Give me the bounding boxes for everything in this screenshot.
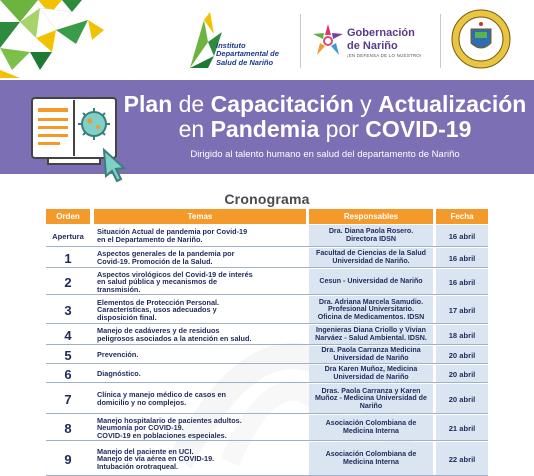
cell-fecha: 16 abril	[436, 269, 488, 295]
cell-orden: 4	[64, 327, 72, 343]
table-row	[46, 415, 488, 441]
title-word: por	[319, 116, 366, 142]
cell-responsables	[309, 325, 433, 345]
temas-line: Manejo de cadáveres y de residuos	[97, 326, 220, 336]
cell-orden: 8	[64, 420, 72, 436]
idsn-logo	[184, 12, 289, 70]
cell-orden: 1	[64, 250, 72, 266]
cell-temas	[94, 225, 306, 247]
cell-fecha: 20 abril	[436, 384, 488, 414]
responsables-line: Dra. Diana Paola Rosero.	[328, 227, 414, 236]
row-divider	[46, 246, 488, 247]
cell-fecha: 21 abril	[436, 415, 488, 441]
responsables-line: Nariño	[359, 401, 383, 410]
cell-temas	[94, 346, 306, 364]
responsables-line: Asociación Colombiana de	[325, 419, 417, 428]
temas-line: peligrosos asociados a la atención en salud.	[97, 334, 252, 343]
table-row	[46, 384, 488, 414]
cell-orden: 9	[64, 451, 72, 467]
temas-line: COVID-19 en poblaciones especiales.	[97, 430, 227, 440]
cell-orden: 6	[64, 366, 72, 382]
temas-line: domicilio y no complejos.	[97, 398, 187, 407]
temas-line: Aspectos virológicos del Covid-19 de interés	[97, 269, 253, 279]
cell-temas	[94, 325, 306, 345]
gobernacion-line2: de Nariño	[347, 40, 398, 52]
temas-line: disposición final.	[97, 312, 157, 322]
idsn-logo-text: Instituto Departamental de Salud de Nariño	[216, 41, 279, 67]
table-row	[46, 269, 488, 295]
title-word: Plan	[123, 91, 173, 117]
section-title: Cronograma	[224, 191, 310, 207]
responsables-line: Medicina Interna	[343, 427, 399, 435]
cell-responsables	[309, 225, 433, 247]
row-divider	[46, 413, 488, 414]
responsables-line: Directora IDSN	[345, 235, 397, 243]
temas-line: Manejo del paciente en UCI.	[97, 446, 194, 456]
responsables-line: Dra. Adriana Marcela Samudio.	[318, 297, 424, 306]
cell-fecha: 20 abril	[436, 365, 488, 383]
temas-line: Intubación orotraqueal.	[97, 461, 179, 471]
row-divider	[46, 440, 488, 441]
gobernacion-line1: Gobernación	[347, 27, 415, 39]
temas-line: Clínica y manejo médico de casos en	[97, 390, 226, 400]
table-header	[46, 209, 488, 224]
table-row	[46, 225, 488, 247]
temas-line: Elementos de Protección Personal.	[97, 297, 220, 307]
gobernacion-star-icon	[311, 22, 345, 60]
temas-line: Características, usos adecuados y	[97, 305, 217, 315]
row-divider	[46, 267, 488, 268]
title-word: COVID-19	[365, 116, 472, 142]
header-orden: Orden	[46, 209, 90, 224]
cell-responsables	[309, 269, 433, 295]
seal-icon	[451, 9, 511, 69]
cell-responsables	[309, 415, 433, 441]
table-row	[46, 346, 488, 364]
temas-line: Diagnóstico.	[97, 369, 141, 379]
cell-temas	[94, 248, 306, 268]
table-row	[46, 296, 488, 324]
header-fecha: Fecha	[436, 209, 488, 224]
temas-line: Aspectos generales de la pandemia por	[97, 249, 235, 259]
header-separator	[440, 14, 441, 68]
cell-responsables	[309, 365, 433, 383]
cell-orden: Apertura	[52, 231, 84, 241]
responsables-line: Universidad de Nariño.	[332, 257, 410, 265]
row-divider	[46, 323, 488, 324]
responsables-line: Asociación Colombiana de	[325, 450, 417, 459]
cell-temas	[94, 384, 306, 414]
cell-responsables	[309, 384, 433, 414]
gobernacion-tagline: ¡EN DEFENSA DE LO NUESTRO!	[347, 53, 422, 58]
title-word: y	[353, 91, 379, 117]
row-divider	[46, 382, 488, 383]
temas-line: Prevención.	[97, 350, 139, 360]
cell-responsables	[309, 346, 433, 364]
responsables-line: Medicina Interna	[343, 458, 399, 466]
cell-orden: 3	[64, 302, 72, 318]
table-row	[46, 325, 488, 345]
temas-line: en el Departamento de Nariño.	[97, 235, 203, 244]
title-word: Capacitación	[210, 91, 354, 117]
cell-responsables	[309, 442, 433, 476]
cell-orden: 2	[64, 274, 72, 290]
cell-temas	[94, 296, 306, 324]
virus-book-cursor-icon	[28, 92, 128, 184]
row-divider	[46, 294, 488, 295]
responsables-line: Facultad de Ciencias de la Salud	[316, 249, 426, 258]
cell-fecha: 16 abril	[436, 248, 488, 268]
cell-temas	[94, 365, 306, 383]
table-row	[46, 248, 488, 268]
title-word: en	[178, 116, 211, 142]
table-row	[46, 365, 488, 383]
temas-line: Manejo hospitalario de pacientes adultos.	[97, 415, 242, 425]
cell-fecha: 20 abril	[436, 346, 488, 364]
page-title	[120, 92, 530, 142]
header-temas: Temas	[94, 209, 306, 224]
title-line1	[120, 92, 530, 117]
header	[0, 0, 534, 78]
responsables-line: Dras. Paola Carranza y Karen	[321, 386, 421, 395]
cell-temas	[94, 269, 306, 295]
row-divider	[46, 344, 488, 345]
temas-line: Covid-19. Promoción de la Salud.	[97, 257, 213, 266]
cell-fecha: 17 abril	[436, 296, 488, 324]
table-row	[46, 442, 488, 476]
header-responsables: Responsables	[309, 209, 433, 224]
responsables-line: Universidad de Nariño	[333, 354, 409, 362]
cell-responsables	[309, 296, 433, 324]
responsables-line: Profesional Universitario.	[328, 305, 414, 314]
cell-orden: 7	[64, 391, 72, 407]
page-subtitle: Dirigido al talento humano en salud del departamento de Nariño	[190, 149, 460, 160]
cell-temas	[94, 415, 306, 441]
title-line2	[120, 117, 530, 142]
header-separator	[300, 14, 301, 68]
cell-orden: 5	[64, 347, 72, 363]
title-word: Actualización	[378, 91, 527, 117]
row-divider	[46, 363, 488, 364]
responsables-line: Muñoz - Medicina Universidad de	[315, 394, 427, 403]
cell-fecha: 16 abril	[436, 225, 488, 247]
decorative-leaves-icon	[0, 0, 110, 78]
temas-line: en salud pública y mecanismos de	[97, 277, 218, 287]
title-word: de	[172, 91, 211, 117]
cell-responsables	[309, 248, 433, 268]
cell-temas	[94, 442, 306, 476]
responsables-line: Narváez - Salud Ambiental. IDSN.	[315, 334, 427, 342]
responsables-line: Dra. Paola Carranza Medicina	[321, 346, 421, 355]
temas-line: transmisión.	[97, 284, 141, 294]
temas-line: Situación Actual de pandemia por Covid-19	[97, 227, 248, 237]
responsables-line: Ingenieras Diana Criollo y Vivian	[316, 326, 426, 335]
temas-line: Neumonía por COVID-19.	[97, 423, 184, 433]
title-word: Pandemia	[210, 116, 320, 142]
gobernacion-logo	[311, 22, 433, 62]
cell-fecha: 18 abril	[436, 325, 488, 345]
responsables-line: Oficina de Medicamentos. IDSN	[317, 312, 425, 321]
cell-fecha: 22 abril	[436, 442, 488, 476]
responsables-line: Universidad de Nariño	[333, 373, 409, 381]
responsables-line: Cesun - Universidad de Nariño	[319, 277, 423, 286]
responsables-line: Dra Karen Muñoz, Medicina	[324, 365, 418, 374]
temas-line: Manejo de vía aérea en COVID-19.	[97, 454, 215, 464]
